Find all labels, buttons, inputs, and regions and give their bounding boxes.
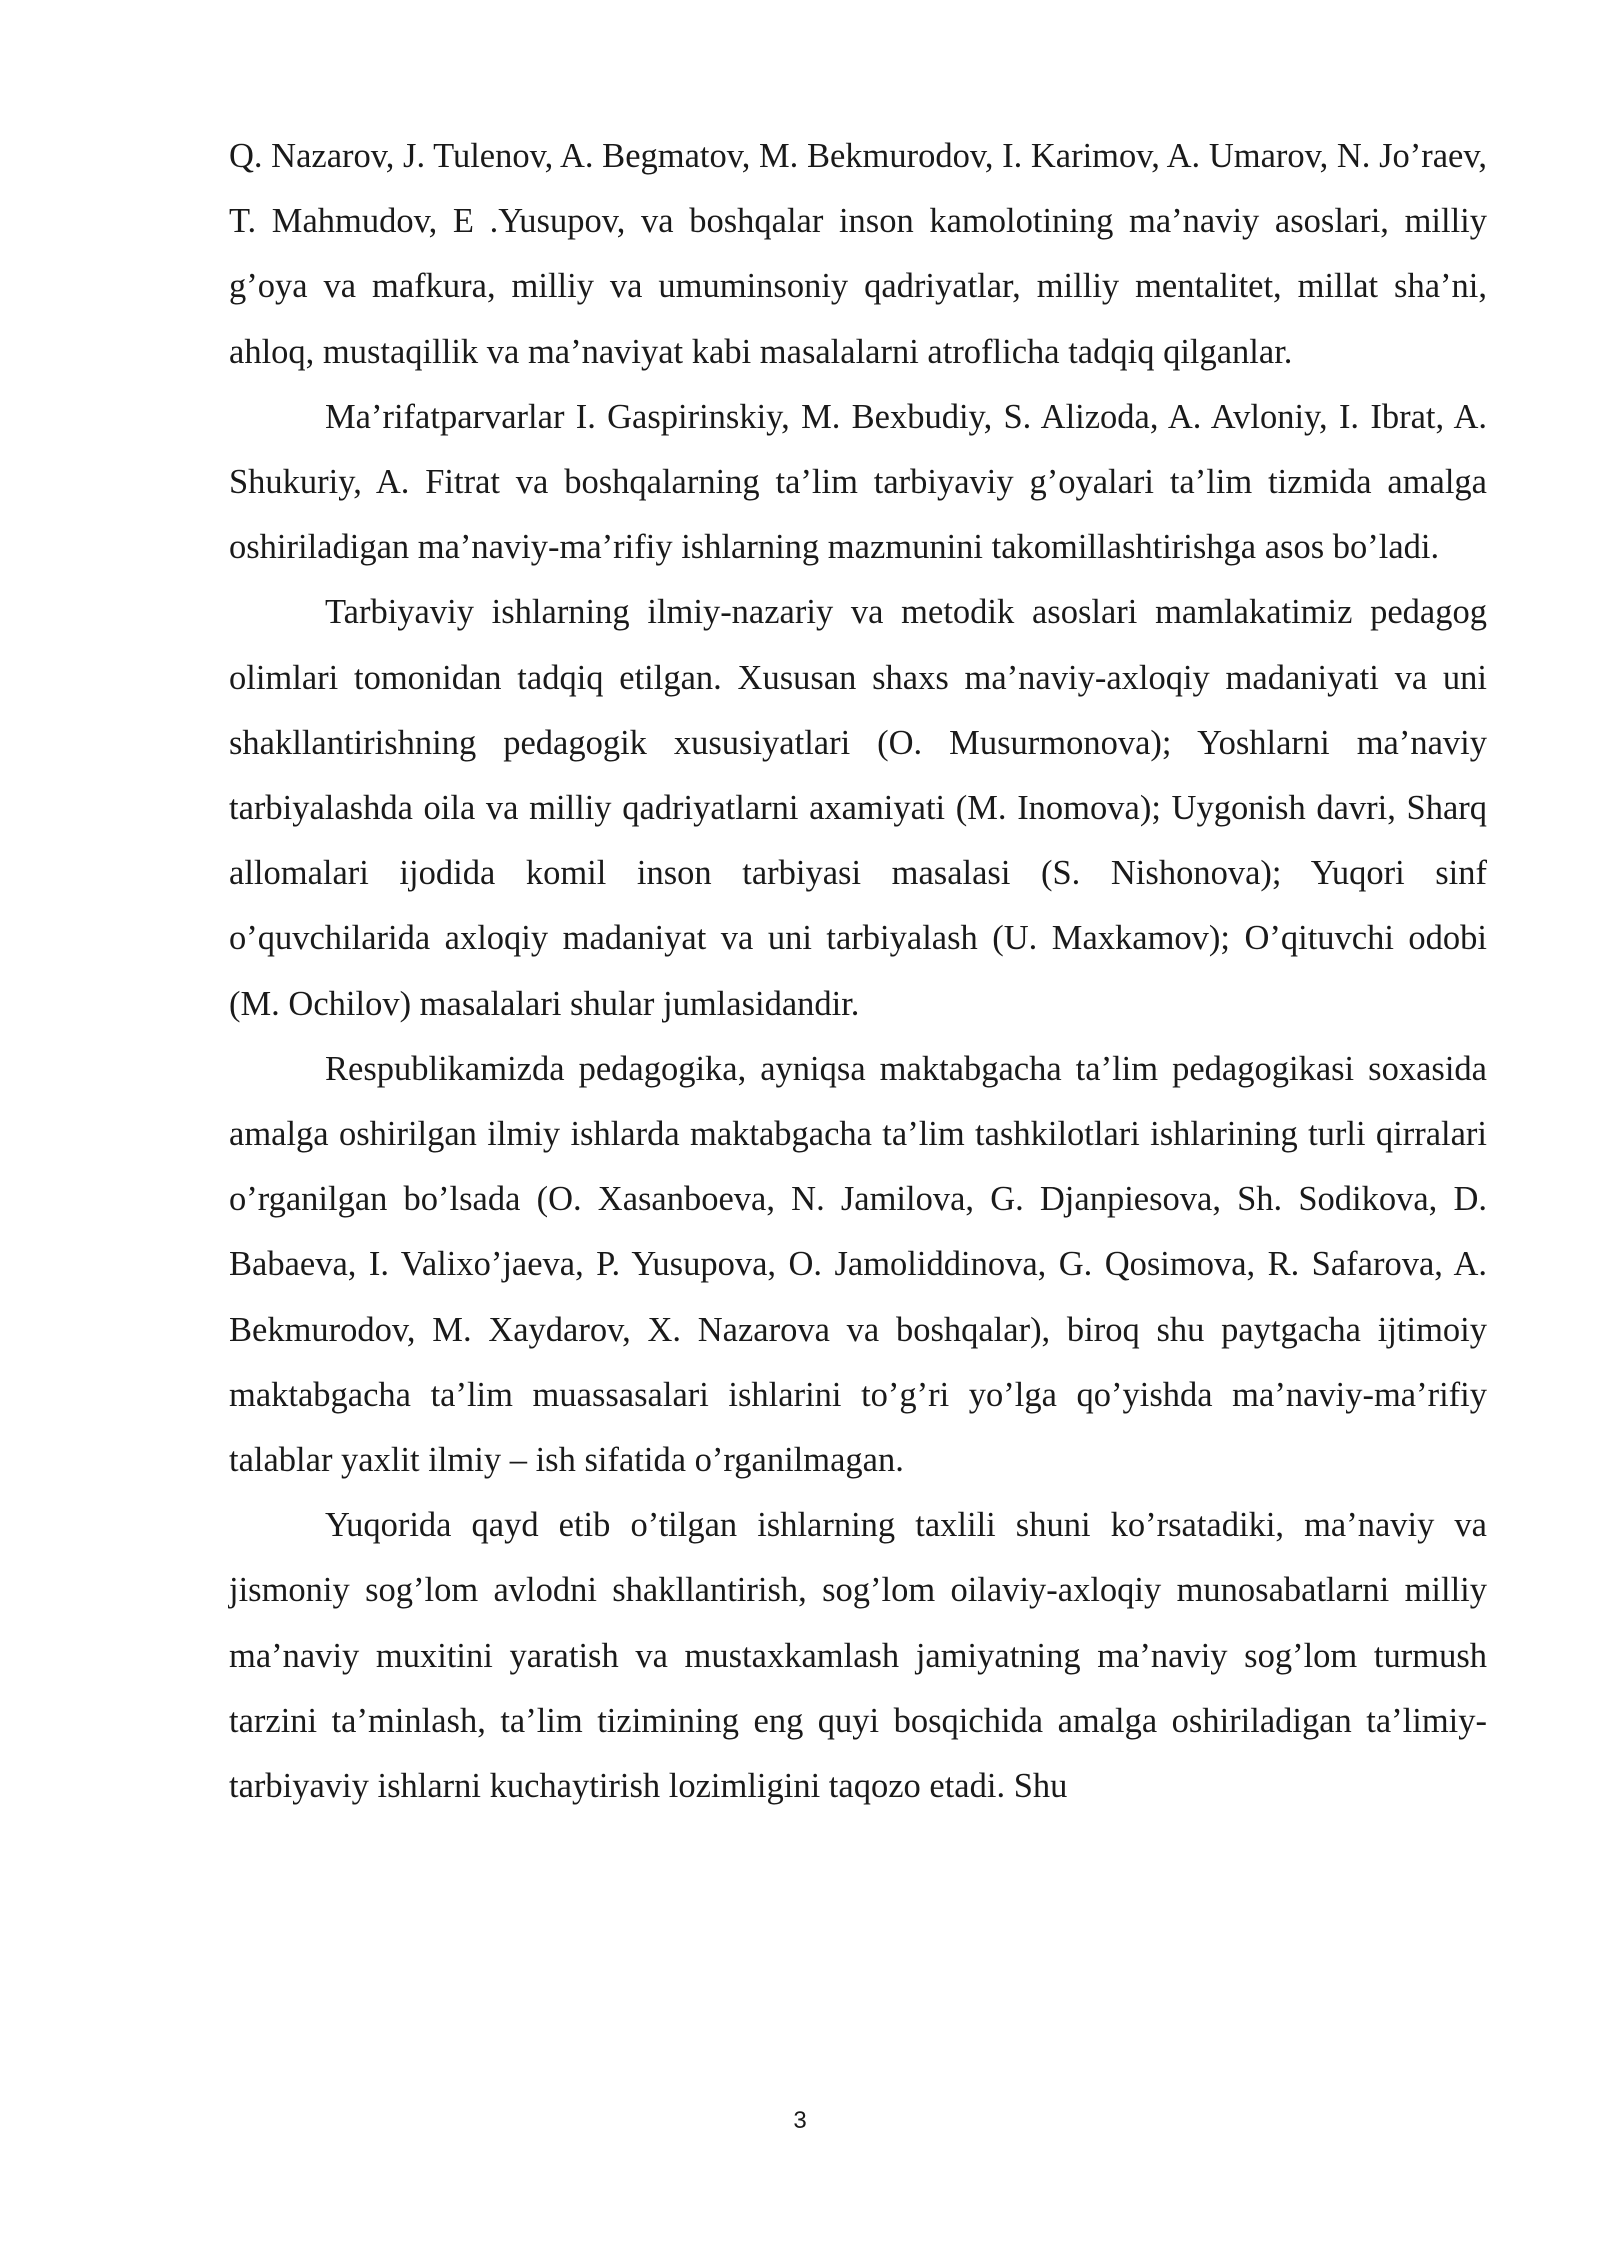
document-body xyxy=(229,124,1487,1819)
paragraph-1: Q. Nazarov, J. Tulenov, A. Begmatov, M. Bekmurodov, I. Karimov, A. Umarov, N. Jo’raev, T. Mahmudov, E .Yusupov, va boshqalar inson kamolotining ma’naviy asoslari, milliy g’oya va mafkura, milliy va umuminsoniy qadriyatlar, milliy mentalitet, millat sha’ni, ahloq, mustaqillik va ma’naviyat kabi masalalarni atroflicha tadqiq qilganlar. xyxy=(229,137,1487,371)
paragraph-3: Tarbiyaviy ishlarning ilmiy-nazariy va metodik asoslari mamlakatimiz pedagog olimlari tomonidan tadqiq etilgan. Xususan shaxs ma’naviy-axloqiy madaniyati va uni shakllantirishning pedagogik xususiyatlari (O. Musurmonova); Yoshlarni ma’naviy tarbiyalashda oila va milliy qadriyatlarni axamiyati (M. Inomova); Uygonish davri, Sharq allomalari ijodida komil inson tarbiyasi masalasi (S. Nishonova); Yuqori sinf o’quvchilarida axloqiy madaniyat va uni tarbiyalash (U. Maxkamov); O’qituvchi odobi (M. Ochilov) masalalari shular jumlasidandir. xyxy=(229,593,1487,1023)
paragraph-4: Respublikamizda pedagogika, ayniqsa maktabgacha ta’lim pedagogikasi soxasida amalga oshirilgan ilmiy ishlarda maktabgacha ta’lim tashkilotlari ishlarining turli qirralari o’rganilgan bo’lsada (O. Xasanboeva, N. Jamilova, G. Djanpiesova, Sh. Sodikova, D. Babaeva, I. Valixo’jaeva, P. Yusupova, O. Jamoliddinova, G. Qosimova, R. Safarova, A. Bekmurodov, M. Xaydarov, X. Nazarova va boshqalar), biroq shu paytgacha ijtimoiy maktabgacha ta’lim muassasalari ishlarini to’g’ri yo’lga qo’yishda ma’naviy-ma’rifiy talablar yaxlit ilmiy – ish sifatida o’rganilmagan. xyxy=(229,1049,1487,1480)
paragraph-2: Ma’rifatparvarlar I. Gaspirinskiy, M. Bexbudiy, S. Alizoda, A. Avloniy, I. Ibrat, A. Shukuriy, A. Fitrat va boshqalarning ta’lim tarbiyaviy g’oyalari ta’lim tizmida amalga oshiriladigan ma’naviy-ma’rifiy ishlarning mazmunini takomillashtirishga asos bo’ladi. xyxy=(229,397,1487,567)
page-number: 3 xyxy=(793,2107,807,2134)
paragraph-5: Yuqorida qayd etib o’tilgan ishlarning taxlili shuni ko’rsatadiki, ma’naviy va jismoniy sog’lom avlodni shakllantirish, sog’lom oilaviy-axloqiy munosabatlarni milliy ma’naviy muxitini yaratish va mustaxkamlash jamiyatning ma’naviy sog’lom turmush tarzini ta’minlash, ta’lim tizimining eng quyi bosqichida amalga oshiriladigan ta’limiy-tarbiyaviy ishlarni kuchaytirish lozimligini taqozo etadi. Shu xyxy=(229,1506,1487,1806)
